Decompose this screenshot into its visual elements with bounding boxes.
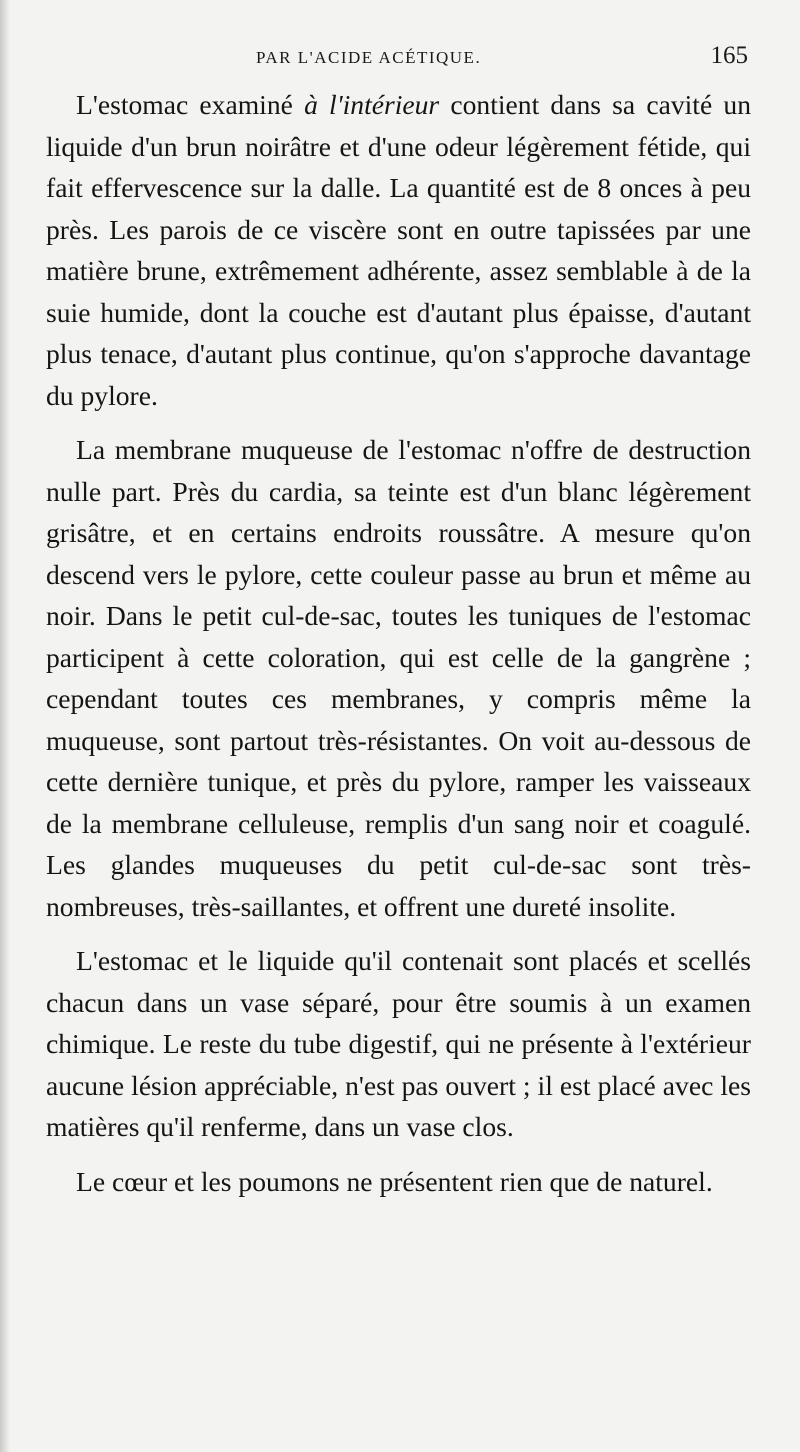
paragraph-1 [46, 84, 751, 416]
paragraph-1-italic: à l'intérieur [304, 89, 440, 120]
running-title: PAR L'ACIDE ACÉTIQUE. [256, 48, 482, 67]
page-number: 165 [710, 42, 748, 69]
paragraph-1-rest: contient dans sa cavité un liquide d'un brun noirâtre et d'une odeur légèrement fétide, qui fait effervescence sur la dalle. La quantité est de 8 onces à peu près. Les parois de ce viscère sont en outre tapissées par une matière brune, extrêmement adhérente, assez semblable à de la suie humide, dont la couche est d'autant plus épaisse, d'autant plus tenace, d'autant plus continue, qu'on s'approche davantage du pylore. [46, 89, 751, 411]
running-head [0, 38, 800, 78]
body-text [46, 84, 751, 1202]
paragraph-3: L'estomac et le liquide qu'il contenait sont placés et scellés chacun dans un vase séparé, pour être soumis à un examen chimique. Le reste du tube digestif, qui ne présente à l'extérieur aucune lésion appréciable, n'est pas ouvert ; il est placé avec les matières qu'il renferme, dans un vase clos. [46, 945, 751, 1142]
paragraph-1-start: L'estomac examiné [76, 89, 305, 120]
paragraph-4: Le cœur et les poumons ne présentent rien que de naturel. [76, 1165, 713, 1197]
paragraph-2: La membrane muqueuse de l'estomac n'offre de destruction nulle part. Près du cardia, sa teinte est d'un blanc légèrement grisâtre, et en certains endroits roussâtre. A mesure qu'on descend vers le pylore, cette couleur passe au brun et même au noir. Dans le petit cul-de-sac, toutes les tuniques de l'estomac participent à cette coloration, qui est celle de la gangrène ; cependant toutes ces membranes, y compris même la muqueuse, sont partout très-résistantes. On voit au-dessous de cette dernière tunique, et près du pylore, ramper les vaisseaux de la membrane celluleuse, remplis d'un sang noir et coagulé. Les glandes muqueuses du petit cul-de-sac sont très-nombreuses, très-saillantes, et offrent une dureté insolite. [46, 434, 751, 922]
